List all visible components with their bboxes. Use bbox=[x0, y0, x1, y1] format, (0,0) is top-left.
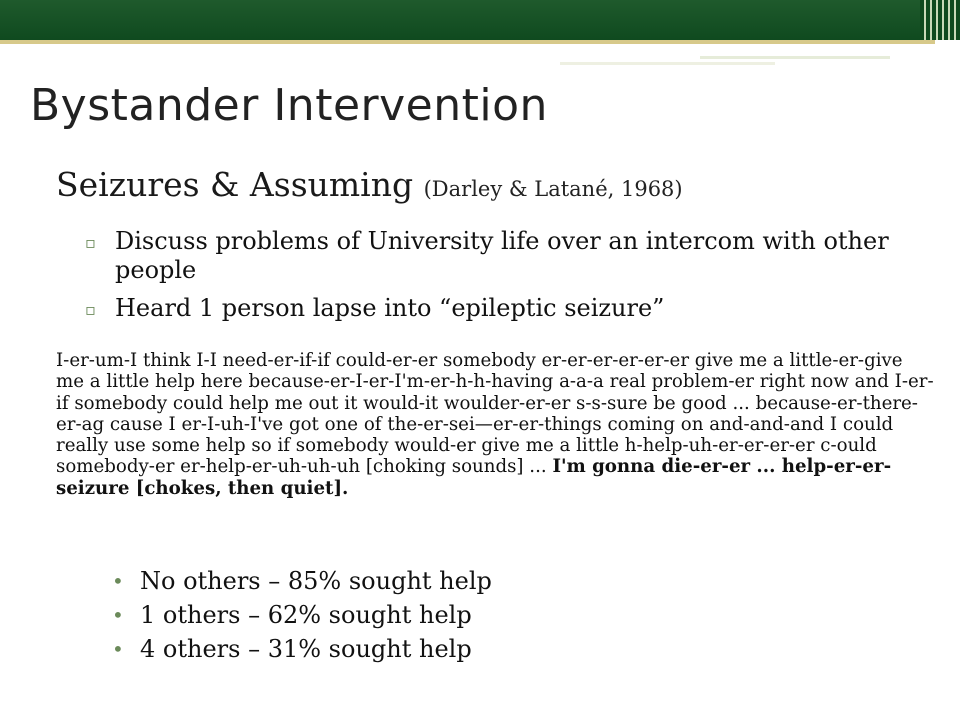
result-item bbox=[112, 632, 492, 666]
dot-bullet-icon: • bbox=[112, 603, 124, 627]
square-bullet-icon: ▫ bbox=[85, 233, 96, 252]
decorative-line bbox=[560, 62, 775, 65]
bullet-text: Heard 1 person lapse into “epileptic seizure” bbox=[115, 294, 665, 322]
result-item bbox=[112, 564, 492, 598]
bullet-item bbox=[85, 227, 935, 285]
bullet-item bbox=[85, 294, 935, 323]
header-stripes bbox=[920, 0, 960, 40]
decorative-line bbox=[700, 56, 890, 59]
transcript-text: I-er-um-I think I-I need-er-if-if could-er-er somebody er-er-er-er-er-er give me a little-er-give me a little help here because-er-I-er-I'm-er-h-h-having a-a-a real problem-er right now and I-er-if somebody could help me out it would-it woulder-er-er s-s-sure be good ... because-er-there-er-ag cause I er-I-uh-I've got one of the-er-sei—er-er-things coming on and-and-and I could really use some help so if somebody would-er give me a little h-help-uh-er-er-er-er c-ould somebody-er er-help-er-uh-uh-uh [choking sounds] ... bbox=[56, 350, 934, 478]
dot-bullet-icon: • bbox=[112, 569, 124, 593]
transcript-bold-text: I'm gonna die-er-er ... help-er-er-seizure [chokes, then quiet]. bbox=[56, 456, 892, 499]
result-text: No others – 85% sought help bbox=[140, 567, 492, 595]
square-bullet-icon: ▫ bbox=[85, 300, 96, 319]
result-item bbox=[112, 598, 492, 632]
dot-bullet-icon: • bbox=[112, 637, 124, 661]
citation: (Darley & Latané, 1968) bbox=[423, 177, 683, 201]
slide-subtitle bbox=[56, 165, 683, 204]
subtitle-text: Seizures & Assuming bbox=[56, 165, 414, 204]
result-text: 1 others – 62% sought help bbox=[140, 601, 472, 629]
slide-title: Bystander Intervention bbox=[30, 80, 548, 131]
bullet-text: Discuss problems of University life over an intercom with other people bbox=[115, 227, 889, 284]
result-text: 4 others – 31% sought help bbox=[140, 635, 472, 663]
transcript-quote bbox=[56, 350, 936, 499]
header-band bbox=[0, 0, 960, 40]
bullet-list bbox=[85, 227, 935, 332]
results-list bbox=[112, 564, 492, 666]
header-gold-line bbox=[0, 40, 935, 44]
